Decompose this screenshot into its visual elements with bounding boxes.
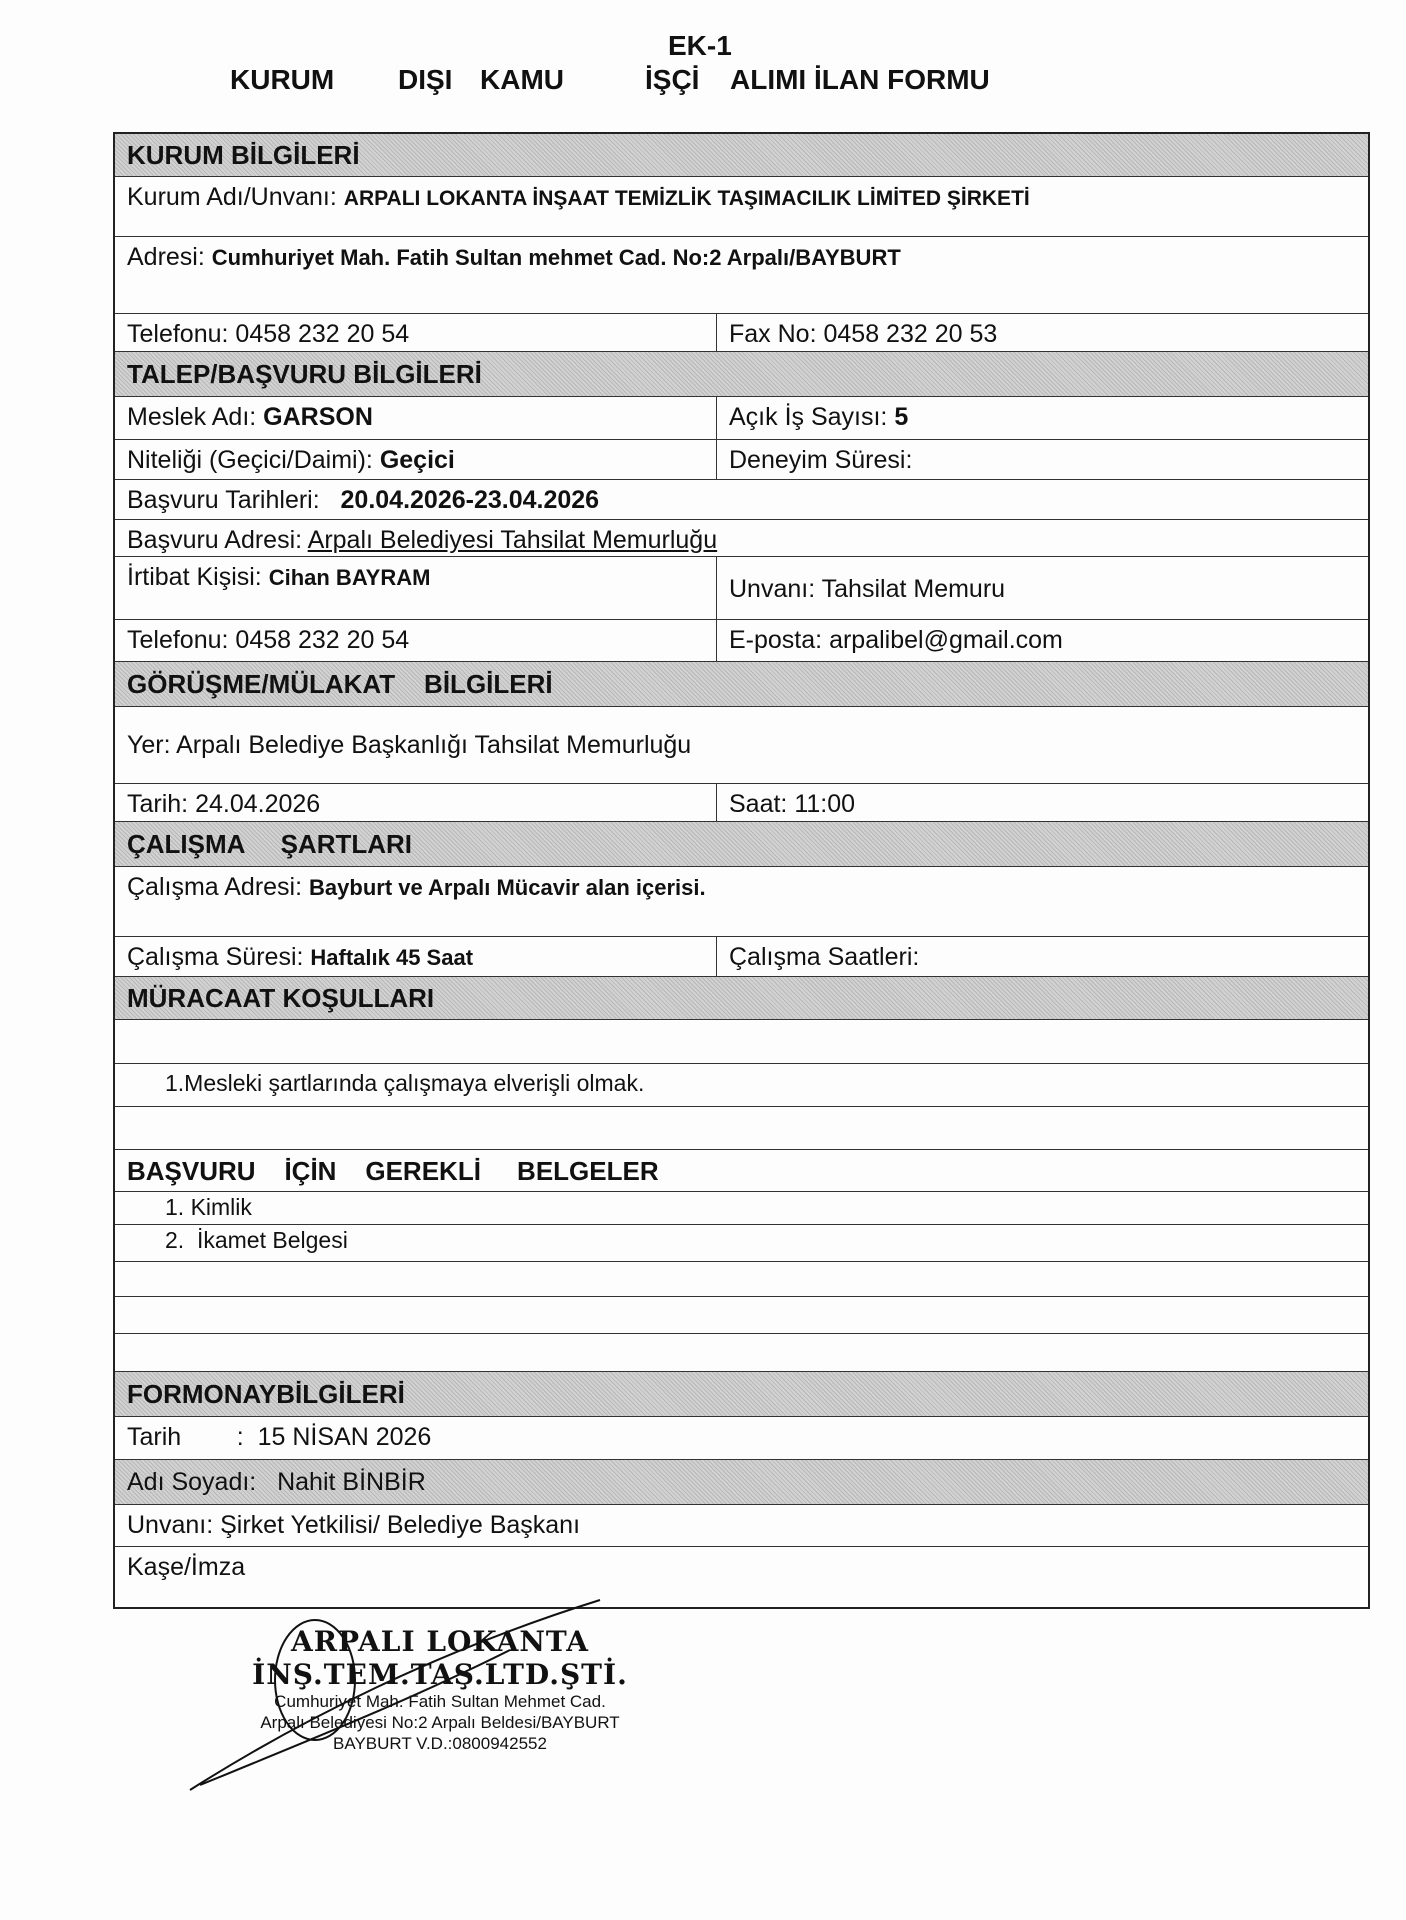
empty-row (115, 1020, 1368, 1064)
label: Açık İş Sayısı: (729, 403, 895, 431)
openings-value: 5 (894, 403, 909, 431)
phone-value: 0458 232 20 54 (235, 626, 410, 654)
approver-name-value: Nahit BİNBİR (277, 1467, 426, 1496)
date-value: 24.04.2026 (195, 790, 321, 818)
title-word: İŞÇİ (645, 64, 700, 95)
document-row (115, 1225, 1368, 1262)
row-approval-date (115, 1417, 1368, 1460)
section-title: BAŞVURU İÇİN GEREKLİ BELGELER (127, 1156, 659, 1186)
label: Çalışma Adresi: (127, 873, 310, 901)
empty-row (115, 1262, 1368, 1297)
label: Kaşe/İmza (127, 1553, 246, 1581)
apply-address-value: Arpalı Belediyesi Tahsilat Memurluğu (307, 526, 718, 554)
institution-name: ARPALI LOKANTA İNŞAAT TEMİZLİK TAŞIMACILIK LİMİTED ŞİRKETİ (343, 187, 1030, 210)
label: Kurum Adı/Unvanı: (127, 183, 344, 211)
label: Niteliği (Geçici/Daimi): (127, 446, 380, 474)
section-header-talep (115, 352, 1368, 397)
condition-item: 1.Mesleki şartlarında çalışmaya elverişli olmak. (165, 1070, 645, 1096)
label: Fax No: (729, 320, 824, 348)
dates-value: 20.04.2026-23.04.2026 (340, 486, 600, 514)
phone-value: 0458 232 20 54 (235, 320, 410, 348)
stamp-line: ARPALI LOKANTA (291, 1625, 589, 1658)
section-title: GÖRÜŞME/MÜLAKAT BİLGİLERİ (127, 668, 553, 699)
stamp-line: Cumhuriyet Mah. Fatih Sultan Mehmet Cad. (274, 1692, 606, 1711)
row-phone-fax (115, 314, 1368, 352)
label: Adresi: (127, 243, 212, 271)
title-word: ALIMI İLAN FORMU (730, 64, 990, 95)
label: Yer: (127, 731, 177, 759)
section-title: ÇALIŞMA ŞARTLARI (127, 828, 413, 859)
section-header-calisma (115, 822, 1368, 867)
label: Unvanı: (127, 1511, 221, 1539)
place-value: Arpalı Belediye Başkanlığı Tahsilat Memurluğu (176, 731, 692, 759)
row-institution-name (115, 177, 1368, 237)
row-approver-title (115, 1505, 1368, 1547)
document-item: 1. Kimlik (165, 1194, 252, 1220)
label: Telefonu: (127, 626, 236, 654)
section-header-gorusme (115, 662, 1368, 707)
job-posting-form (113, 132, 1370, 1609)
annex-label: EK-1 (668, 30, 732, 61)
label: İrtibat Kişisi: (127, 563, 269, 591)
document-item: 2. İkamet Belgesi (165, 1227, 348, 1253)
row-address (115, 237, 1368, 314)
label: Telefonu: (127, 320, 236, 348)
section-header-onay (115, 1372, 1368, 1417)
contact-value: Cihan BAYRAM (268, 565, 431, 590)
row-job (115, 397, 1368, 440)
row-apply-address (115, 520, 1368, 557)
row-interview-place (115, 707, 1368, 784)
section-header-muracaat (115, 977, 1368, 1020)
row-contact (115, 557, 1368, 620)
section-title: TALEP/BAŞVURU BİLGİLERİ (127, 358, 482, 389)
work-address-value: Bayburt ve Arpalı Mücavir alan içerisi. (309, 875, 706, 900)
label: Tarih: (127, 790, 196, 818)
time-value: 11:00 (794, 790, 856, 818)
label: Adı Soyadı: (127, 1467, 278, 1496)
title-word: KURUM (230, 64, 335, 95)
section-header-kurum (115, 134, 1368, 177)
approver-title-value: Şirket Yetkilisi/ Belediye Başkanı (220, 1511, 581, 1539)
label: Çalışma Saatleri: (729, 943, 920, 971)
label: Çalışma Süresi: (127, 943, 311, 971)
empty-row (115, 1297, 1368, 1334)
label: Başvuru Adresi: (127, 526, 308, 554)
stamp-line: BAYBURT V.D.:0800942552 (333, 1734, 547, 1753)
empty-row (115, 1334, 1368, 1372)
signature-icon (180, 1590, 620, 1800)
row-approver-name (115, 1460, 1368, 1505)
stamp-line: Arpalı Belediyesi No:2 Arpalı Beldesi/BAYBURT (260, 1713, 620, 1732)
section-title: MÜRACAAT KOŞULLARI (127, 982, 435, 1013)
row-contact-phone (115, 620, 1368, 662)
section-title: FORMONAYBİLGİLERİ (127, 1378, 405, 1409)
row-dates (115, 480, 1368, 520)
row-work-address (115, 867, 1368, 937)
approval-date-value: 15 NİSAN 2026 (257, 1423, 432, 1451)
row-work-duration (115, 937, 1368, 977)
row-interview-time (115, 784, 1368, 822)
contact-title-value: Tahsilat Memuru (821, 575, 1006, 603)
row-nature (115, 440, 1368, 480)
condition-row (115, 1064, 1368, 1107)
document-row (115, 1192, 1368, 1225)
section-header-belgeler (115, 1150, 1368, 1192)
label: Meslek Adı: (127, 403, 264, 431)
section-title: KURUM BİLGİLERİ (127, 139, 360, 170)
nature-value: Geçici (379, 446, 455, 474)
label: Deneyim Süresi: (729, 446, 913, 474)
empty-row (115, 1107, 1368, 1150)
email-value: arpalibel@gmail.com (829, 626, 1063, 654)
label: E-posta: (729, 626, 830, 654)
duration-value: Haftalık 45 Saat (310, 945, 474, 970)
label: Unvanı: (729, 575, 822, 603)
title-word: DIŞI (398, 64, 453, 95)
label: Saat: (729, 790, 795, 818)
label: Tarih : (127, 1423, 258, 1451)
stamp-line: İNŞ.TEM.TAŞ.LTD.ŞTİ. (252, 1658, 628, 1691)
label: Başvuru Tarihleri: (127, 486, 341, 514)
address-value: Cumhuriyet Mah. Fatih Sultan mehmet Cad. No:2 Arpalı/BAYBURT (211, 245, 901, 270)
fax-value: 0458 232 20 53 (823, 320, 998, 348)
job-value: GARSON (263, 403, 373, 431)
title-word: KAMU (480, 64, 564, 95)
